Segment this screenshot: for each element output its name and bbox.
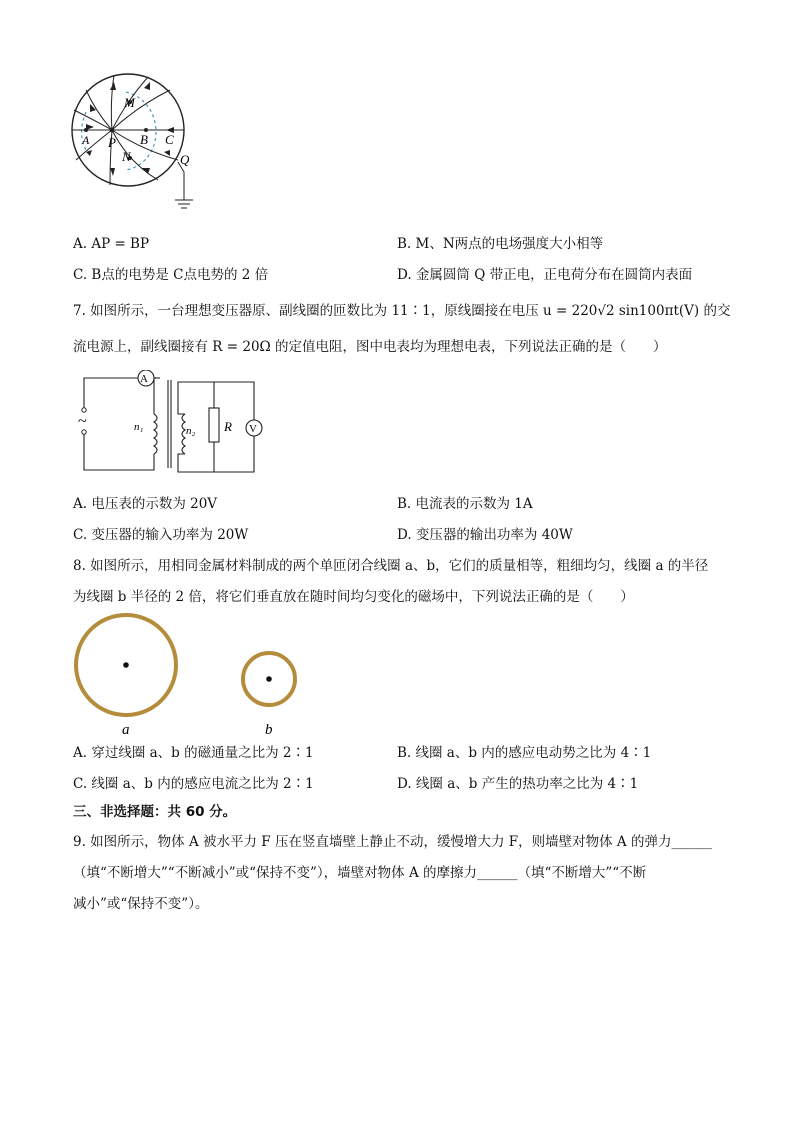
q9-line1: 9. 如图所示，物体 A 被水平力 F 压在竖直墙壁上静止不动，缓慢增大力 F，则墙壁对物体 A 的弹力______ bbox=[73, 834, 712, 850]
q8-stem-line1: 8. 如图所示，用相同金属材料制成的两个单匝闭合线圈 a、b，它们的质量相等，粗细均匀，线圈 a 的半径 bbox=[73, 558, 709, 574]
field-line-figure bbox=[66, 72, 206, 222]
transformer-circuit-figure bbox=[74, 370, 274, 478]
q8-option-a: A. 穿过线圈 a、b 的磁通量之比为 2∶1 bbox=[73, 745, 314, 761]
q6-option-b: B. M、N两点的电场强度大小相等 bbox=[397, 236, 604, 252]
label-p: P bbox=[108, 135, 116, 150]
coil-b-label: b bbox=[265, 722, 273, 738]
label-c: C bbox=[165, 132, 174, 147]
section-title: 三、非选择题：共 60 分。 bbox=[73, 804, 237, 820]
q6-option-a: A. AP = BP bbox=[73, 236, 150, 252]
label-m: M bbox=[124, 95, 135, 110]
q8-option-c: C. 线圈 a、b 内的感应电流之比为 2∶1 bbox=[73, 776, 314, 792]
n2-label: n₂ bbox=[186, 425, 196, 437]
q6-option-c: C. B点的电势是 C点电势的 2 倍 bbox=[73, 267, 269, 283]
q7-option-a: A. 电压表的示数为 20V bbox=[73, 496, 218, 512]
q9-line3: 减小”或“保持不变”）。 bbox=[73, 896, 209, 912]
label-b: B bbox=[140, 132, 148, 147]
resistor-label: R bbox=[224, 419, 232, 434]
q8-option-b: B. 线圈 a、b 内的感应电动势之比为 4∶1 bbox=[397, 745, 652, 761]
q7-option-d: D. 变压器的输出功率为 40W bbox=[397, 527, 573, 543]
label-q: Q bbox=[180, 152, 190, 167]
q7-stem-line2: 流电源上，副线圈接有 R = 20Ω 的定值电阻，图中电表均为理想电表，下列说法正确的是（ ） bbox=[73, 339, 667, 355]
label-a: A bbox=[82, 133, 90, 147]
ac-source-symbol: ~ bbox=[78, 413, 87, 430]
label-n: N bbox=[122, 149, 131, 164]
coil-a-label: a bbox=[122, 722, 130, 738]
q8-stem-line2: 为线圈 b 半径的 2 倍，将它们垂直放在随时间均匀变化的磁场中，下列说法正确的是（ ） bbox=[73, 589, 634, 605]
q6-option-d: D. 金属圆筒 Q 带正电，正电荷分布在圆筒内表面 bbox=[397, 267, 693, 283]
voltmeter-label: V bbox=[249, 423, 257, 435]
q7-stem-line1: 7. 如图所示，一台理想变压器原、副线圈的匝数比为 11∶1，原线圈接在电压 u = 220√2 sin100πt(V) 的交 bbox=[73, 303, 731, 319]
q8-option-d: D. 线圈 a、b 产生的热功率之比为 4∶1 bbox=[397, 776, 639, 792]
coils-figure bbox=[70, 612, 310, 738]
q9-line2: （填“不断增大”“不断减小”或“保持不变”），墙壁对物体 A 的摩擦力______（填“不断增大”“不断 bbox=[73, 865, 647, 881]
q7-option-c: C. 变压器的输入功率为 20W bbox=[73, 527, 249, 543]
q7-option-b: B. 电流表的示数为 1A bbox=[397, 496, 533, 512]
ammeter-label: A bbox=[140, 373, 148, 385]
n1-label: n₁ bbox=[134, 421, 144, 433]
